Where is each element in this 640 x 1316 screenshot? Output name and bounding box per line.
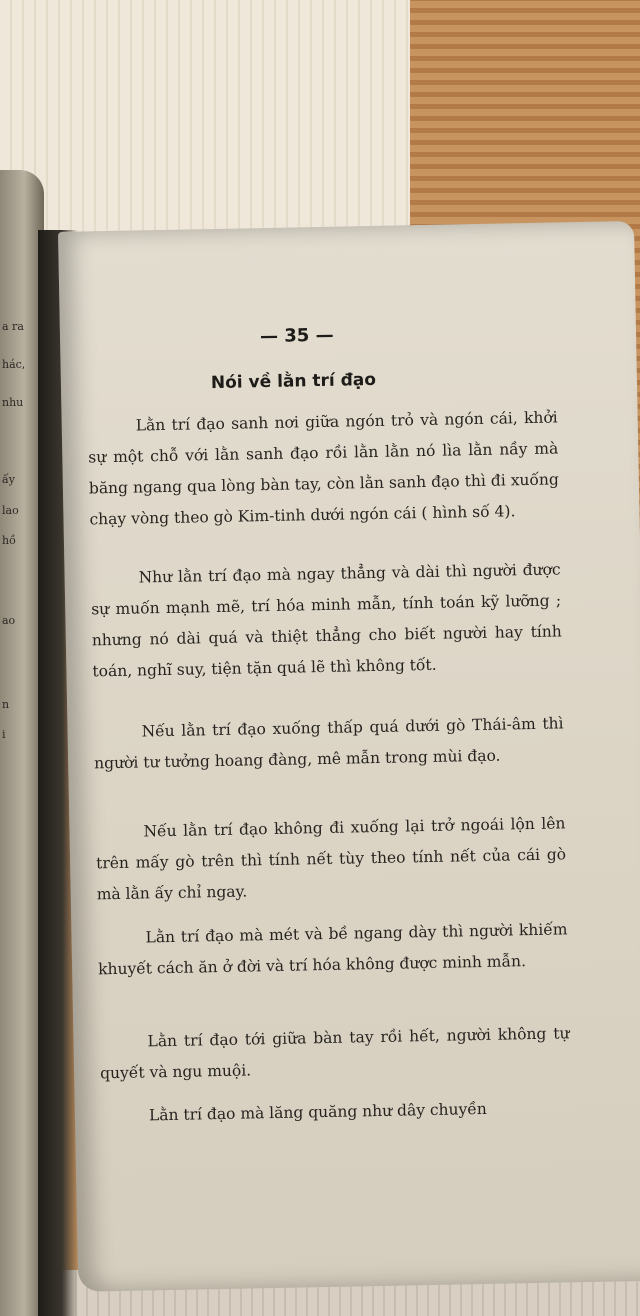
paragraph: Nếu lằn trí đạo không đi xuống lại trở ngoái lộn lên trên mấy gò trên thì tính nết tùy theo tính nết của cái gò mà lằn ấy chỉ ngay. bbox=[95, 814, 567, 904]
left-page-fragment: nhu bbox=[2, 396, 24, 409]
paragraph: Lằn trí đạo mà mét và bề ngang dày thì người khiếm khuyết cách ăn ở đời và trí hóa không được minh mẫn. bbox=[97, 920, 568, 979]
left-page-fragment: ấy bbox=[2, 473, 15, 486]
book-page bbox=[58, 221, 640, 1292]
section-heading: Nói về lằn trí đạo bbox=[210, 369, 377, 394]
paragraph: Lằn trí đạo tới giữa bàn tay rồi hết, người không tự quyết và ngu muội. bbox=[99, 1024, 570, 1083]
paragraph: Lằn trí đạo sanh nơi giữa ngón trỏ và ngón cái, khởi sự một chỗ với lằn sanh đạo rồi lằn lằn nó lìa lằn nầy mà băng ngang qua lòng bàn tay, còn lằn sanh đạo thì đi xuống chạy vòng theo gò Kim-tinh dưới ngón cái ( hình số 4). bbox=[88, 408, 560, 529]
left-page-fragment: hồ bbox=[2, 534, 16, 547]
left-page-fragment: ao bbox=[2, 614, 16, 627]
paragraph: Lằn trí đạo mà lăng quăng như dây chuyền bbox=[148, 1099, 487, 1125]
left-page-fragment: lao bbox=[2, 504, 19, 517]
left-page-fragment: n bbox=[2, 698, 10, 711]
page-number: — 35 — bbox=[259, 324, 334, 348]
left-page-fragment: i bbox=[2, 728, 6, 741]
paragraph: Như lằn trí đạo mà ngay thẳng và dài thì người được sự muốn mạnh mẽ, trí hóa minh mẫn, tính toán kỹ lưỡng ; nhưng nó dài quá và thiệt thẳng cho biết người hay tính toán, nghĩ suy, tiện tặn quá lẽ thì không tốt. bbox=[91, 560, 562, 681]
left-page-fragment: a ra bbox=[2, 320, 24, 333]
left-page-fragment: hác, bbox=[2, 358, 26, 371]
paragraph: Nếu lằn trí đạo xuống thấp quá dưới gò Thái-âm thì người tư tưởng hoang đàng, mê mẫn trong mùi đạo. bbox=[94, 714, 564, 773]
